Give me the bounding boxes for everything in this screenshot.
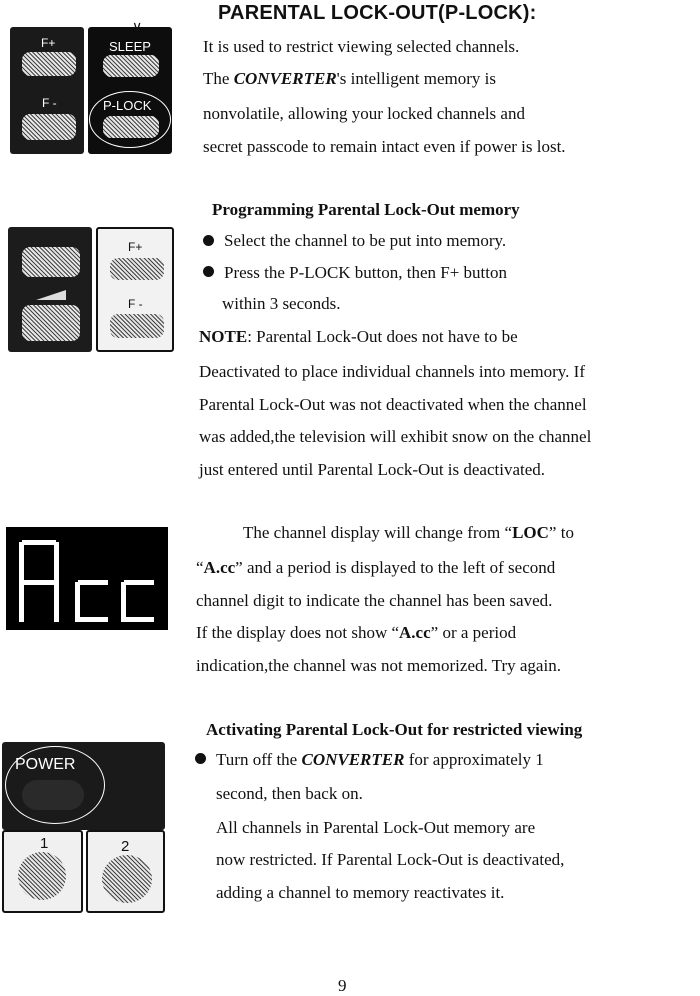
note-line-4: was added,the television will exhibit snow on the channel — [199, 427, 592, 446]
f-plus-label: F+ — [41, 36, 56, 50]
note-line-5: just entered until Parental Lock-Out is deactivated. — [199, 460, 546, 479]
note-text: : Parental Lock-Out does not have to be — [247, 327, 518, 346]
body-text: ” and a period is displayed to the left of second — [235, 558, 556, 577]
body-text: If the display does not show “ — [196, 623, 400, 642]
activate-line-5: adding a channel to memory reactivates it. — [216, 883, 505, 902]
acc-emphasis: A.cc — [203, 558, 236, 577]
power-key[interactable] — [22, 780, 84, 810]
intro-line-4: secret passcode to remain intact even if power is lost. — [203, 137, 566, 156]
f-minus-label: F - — [128, 297, 143, 311]
f-minus-key[interactable] — [22, 114, 76, 140]
bullet-icon — [195, 753, 206, 764]
page-number: 9 — [338, 976, 347, 995]
note-line-1 — [199, 327, 518, 347]
activate-step-1 — [216, 750, 544, 770]
acc-emphasis: A.cc — [399, 623, 431, 642]
converter-emphasis: CONVERTER — [301, 750, 405, 769]
display-change-line-4 — [196, 623, 516, 643]
body-text: The channel display will change from “ — [243, 523, 513, 542]
section-heading-activating: Activating Parental Lock-Out for restricted viewing — [206, 720, 583, 739]
body-text: ” to — [548, 523, 574, 542]
display-change-line-3: channel digit to indicate the channel has been saved. — [196, 591, 553, 610]
note-label: NOTE — [199, 327, 248, 346]
key-2-label: 2 — [121, 838, 130, 855]
plock-key[interactable] — [22, 247, 80, 277]
step-1: Select the channel to be put into memory. — [224, 231, 507, 250]
channel-display — [6, 527, 168, 630]
f-plus-label: F+ — [128, 240, 143, 254]
step-2-continued: within 3 seconds. — [222, 294, 341, 313]
key-1-label: 1 — [40, 835, 49, 852]
body-text: for approximately 1 — [404, 750, 544, 769]
bullet-icon — [203, 235, 214, 246]
bullet-icon — [203, 266, 214, 277]
loc-emphasis: LOC — [512, 523, 549, 542]
note-line-2: Deactivated to place individual channels into memory. If — [199, 362, 585, 381]
intro-text: 's intelligent memory is — [336, 69, 497, 88]
body-text: ” or a period — [430, 623, 517, 642]
display-change-line-5: indication,the channel was not memorized. Try again. — [196, 656, 561, 675]
page-title: PARENTAL LOCK-OUT(P-LOCK): — [218, 2, 537, 24]
converter-emphasis: CONVERTER — [233, 69, 337, 88]
sleep-key[interactable] — [103, 55, 159, 77]
number-2-key[interactable] — [102, 855, 152, 903]
intro-text: The — [203, 69, 234, 88]
note-line-3: Parental Lock-Out was not deactivated when the channel — [199, 395, 587, 414]
display-change-line-2 — [196, 558, 555, 578]
step-2: Press the P-LOCK button, then F+ button — [224, 263, 508, 282]
f-plus-key[interactable] — [22, 52, 76, 76]
body-text: Turn off the — [216, 750, 302, 769]
f-plus-key[interactable] — [110, 258, 164, 280]
f-minus-label: F - — [42, 96, 57, 110]
activate-line-4: now restricted. If Parental Lock-Out is deactivated, — [216, 850, 565, 869]
plock-label: P-LOCK — [103, 98, 152, 113]
sleep-label: SLEEP — [109, 39, 151, 54]
plock-key[interactable] — [103, 116, 159, 138]
activate-step-1-continued: second, then back on. — [216, 784, 363, 803]
power-label: POWER — [15, 756, 76, 773]
activate-line-3: All channels in Parental Lock-Out memory are — [216, 818, 536, 837]
intro-line-1: It is used to restrict viewing selected channels. — [203, 37, 520, 56]
display-change-line-1 — [243, 523, 574, 543]
intro-line-2 — [203, 69, 496, 89]
f-minus-key[interactable] — [110, 314, 164, 338]
body-text: “ — [196, 558, 204, 577]
intro-line-3: nonvolatile, allowing your locked channels and — [203, 104, 525, 123]
number-1-key[interactable] — [18, 852, 66, 900]
section-heading-programming: Programming Parental Lock-Out memory — [212, 200, 520, 219]
volume-wedge-icon — [36, 290, 66, 300]
sleep-arrow-icon: ∨ — [132, 18, 143, 34]
lower-key[interactable] — [22, 305, 80, 341]
